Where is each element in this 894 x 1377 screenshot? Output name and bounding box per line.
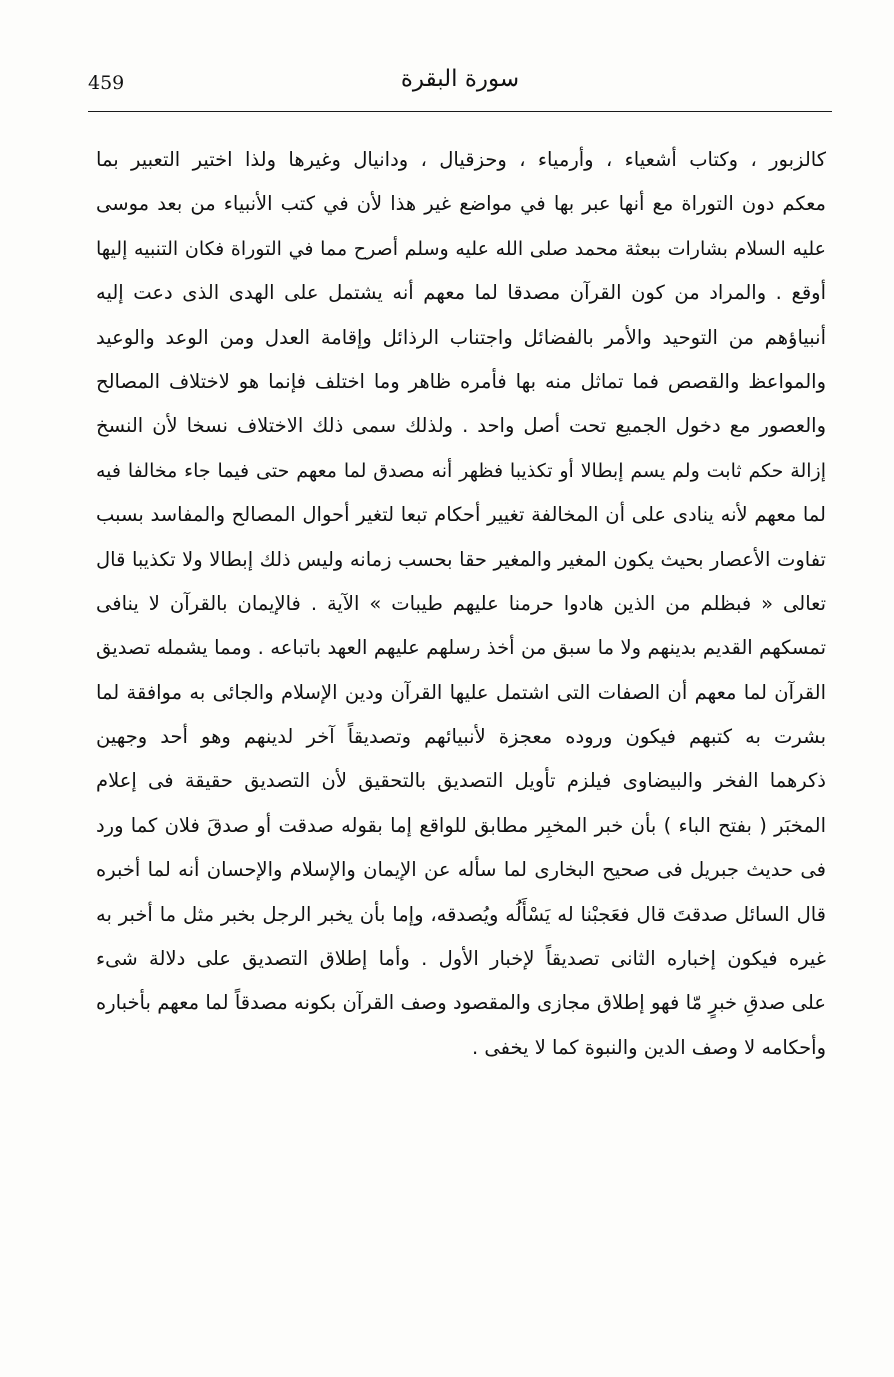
commentary-text [96,138,826,1070]
text-line: والعصور مع دخول الجميع تحت أصل واحد . ولذلك سمى ذلك الاختلاف نسخا لأن النسخ [96,414,826,438]
page-header [88,66,832,106]
text-line: تفاوت الأعصار بحيث يكون المغير والمغير حقا بحسب زمانه وليس ذلك إبطالا ولا تكذيبا قال [96,547,826,571]
text-line: وأحكامه لا وصف الدين والنبوة كما لا يخفى . [471,1035,826,1059]
text-line: معكم دون التوراة مع أنها عبر بها في مواضع غير هذا لأن في كتب الأنبياء من بعد موسى [96,192,826,216]
text-line: القرآن لما معهم أن الصفات التى اشتمل عليها القرآن ودين الإسلام والجائى به موافقة لما [96,680,826,704]
text-line: ذكرهما الفخر والبيضاوى فيلزم تأويل التصديق بالتحقيق لأن التصديق حقيقة فى إعلام [96,769,826,793]
text-line: لما معهم لأنه ينادى على أن المخالفة تغيير أحكام تبعا لتغير أحوال المصالح والمفاسد بسبب [96,503,826,527]
text-line: أوقع . والمراد من كون القرآن مصدقا لما معهم أنه يشتمل على الهدى الذى دعت إليه [96,281,826,305]
text-line: عليه السلام بشارات ببعثة محمد صلى الله عليه وسلم أصرح مما في التوراة فكان التنبيه إليها [96,237,826,260]
text-line: غيره فيكون إخباره الثانى تصديقاً لإخبار الأول . وأما إطلاق التصديق على دلالة شىء [96,947,826,971]
text-line: قال السائل صدقتَ قال فعَجبْنا له يَسْأَلُه ويُصدقه، وإما بأن يخبر الرجل بخبر مثل ما أخبر به [96,902,826,926]
text-line: تعالى « فبظلم من الذين هادوا حرمنا عليهم طيبات » الآية . فالإيمان بالقرآن لا ينافى [96,591,826,615]
header-divider [88,111,832,112]
text-line: فى حديث جبريل فى صحيح البخارى لما سأله عن الإيمان والإسلام والإحسان أنه لما أخبره [96,858,826,882]
text-line: تمسكهم القديم بدينهم ولا ما سبق من أخذ رسلهم عليهم العهد باتباعه . ومما يشمله تصديق [96,636,826,660]
page-number: 459 [88,72,125,94]
text-line: بشرت به كتبهم فيكون وروده معجزة لأنبيائهم وتصديقاً آخر لدينهم وهو أحد وجهين [96,725,826,749]
surah-title: سورة البقرة [400,66,520,92]
text-line: المخبَر ( بفتح الباء ) بأن خبر المخبِر مطابق للواقع إما بقوله صدقت أو صدقَ فلان كما ورد [96,813,826,837]
text-line: والمواعظ والقصص فما تماثل منه بها فأمره ظاهر وما اختلف فإنما هو لاختلاف المصالح [96,369,826,393]
text-line: أنبياؤهم من التوحيد والأمر بالفضائل واجتناب الرذائل وإقامة العدل ومن الوعد والوعيد [96,325,826,349]
text-line: كالزبور ، وكتاب أشعياء ، وأرمياء ، وحزقيال ، ودانيال وغيرها ولذا اختير التعبير بما [96,148,826,171]
text-line: على صدقِ خبرٍ مّا فهو إطلاق مجازى والمقصود وصف القرآن بكونه مصدقاً لما معهم بأخباره [96,991,826,1015]
text-line: إزالة حكم ثابت ولم يسم إبطالا أو تكذيبا فظهر أنه مصدق لما معهم حتى فيما جاء مخالفا فيه [96,459,826,482]
